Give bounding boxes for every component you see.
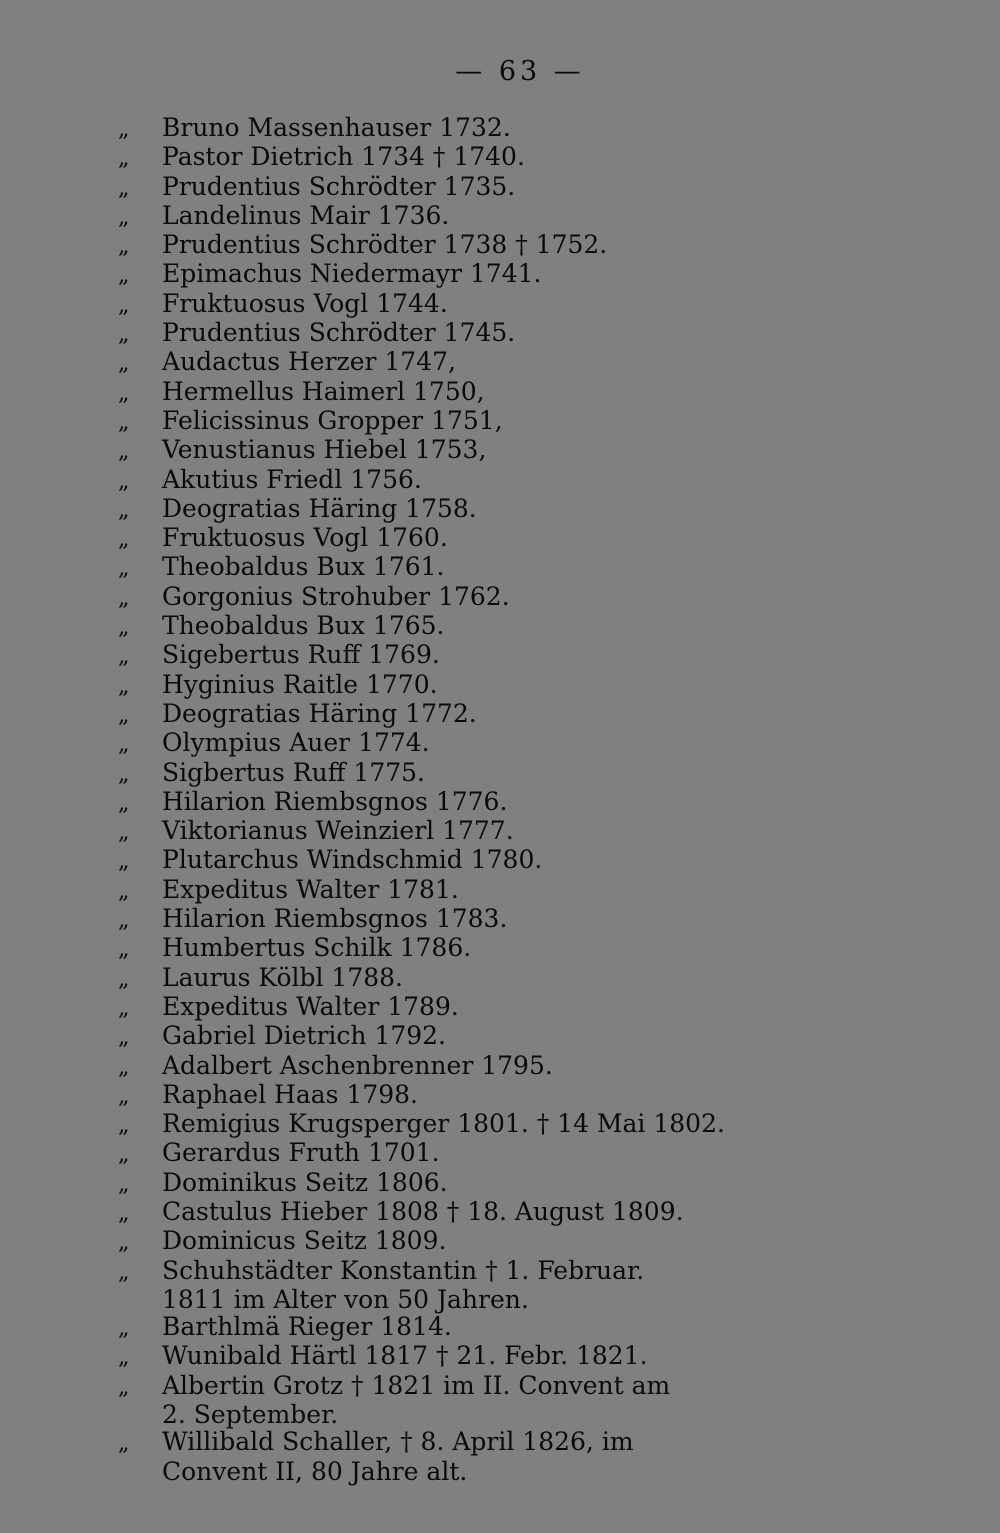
list-item: [118, 671, 678, 700]
ditto-mark: „: [118, 1171, 130, 1197]
entry-text: Venustianus Hiebel 1753,: [162, 435, 487, 465]
entry-text: Theobaldus Bux 1765.: [162, 611, 445, 641]
ditto-mark: „: [118, 556, 130, 582]
entry-text: Theobaldus Bux 1761.: [162, 552, 445, 582]
list-item: [118, 993, 678, 1022]
entry-text: Willibald Schaller, † 8. April 1826, im: [162, 1427, 634, 1457]
entry-text: Olympius Auer 1774.: [162, 728, 430, 758]
entry-text: Wunibald Härtl 1817 † 21. Febr. 1821.: [162, 1341, 648, 1371]
list-item: [118, 612, 678, 641]
list-item: [118, 817, 678, 846]
entry-text: Deogratias Häring 1758.: [162, 493, 477, 523]
entry-text: Akutius Friedl 1756.: [162, 464, 422, 494]
ditto-mark: „: [118, 468, 130, 494]
list-item: [118, 788, 678, 817]
list-item: [118, 700, 678, 729]
entry-text: Schuhstädter Konstantin † 1. Februar.: [162, 1255, 645, 1285]
list-item: [118, 1428, 678, 1485]
ditto-mark: „: [118, 1316, 130, 1342]
ditto-mark: „: [118, 292, 130, 318]
ditto-mark: „: [118, 117, 130, 142]
list-item: [118, 934, 678, 963]
entry-continuation: Convent II, 80 Jahre alt.: [162, 1456, 468, 1486]
ditto-mark: „: [118, 1083, 130, 1109]
list-item: [118, 1052, 678, 1081]
list-item: [118, 407, 678, 436]
ditto-mark: „: [118, 175, 130, 201]
ditto-mark: „: [118, 644, 130, 670]
list-item: [118, 319, 678, 348]
ditto-mark: „: [118, 995, 130, 1021]
list-item: [118, 114, 678, 143]
ditto-mark: „: [118, 380, 130, 406]
ditto-mark: „: [118, 263, 130, 289]
list-item: [118, 466, 678, 495]
list-item: [118, 1081, 678, 1110]
ditto-mark: „: [118, 732, 130, 758]
entry-list: [118, 113, 725, 1486]
entry-text: Viktorianus Weinzierl 1777.: [162, 816, 514, 846]
entry-text: Prudentius Schrödter 1745.: [162, 318, 516, 348]
entry-text: Hermellus Haimerl 1750,: [162, 376, 485, 406]
list-item: [118, 524, 678, 553]
list-item: [118, 641, 678, 670]
entry-text: Landelinus Mair 1736.: [162, 200, 450, 230]
list-item: [118, 1227, 678, 1256]
entry-text: Dominicus Seitz 1809.: [162, 1226, 447, 1256]
entry-text: Sigbertus Ruff 1775.: [162, 757, 426, 787]
ditto-mark: „: [118, 966, 130, 992]
list-item: [118, 1342, 678, 1371]
ditto-mark: „: [118, 204, 130, 230]
list-item: [118, 231, 678, 260]
list-item: [118, 905, 678, 934]
entry-text: Gerardus Fruth 1701.: [162, 1138, 440, 1168]
ditto-mark: „: [118, 937, 130, 963]
entry-text: Prudentius Schrödter 1735.: [162, 171, 516, 201]
entry-text: Laurus Kölbl 1788.: [162, 962, 404, 992]
ditto-mark: „: [118, 527, 130, 553]
entry-text: Albertin Grotz † 1821 im II. Convent am: [162, 1370, 671, 1400]
entry-text: Expeditus Walter 1789.: [162, 991, 459, 1021]
entry-text: Dominikus Seitz 1806.: [162, 1167, 448, 1197]
ditto-mark: „: [118, 1113, 130, 1139]
list-item: [118, 1313, 678, 1342]
entry-text: Adalbert Aschenbrenner 1795.: [162, 1050, 553, 1080]
list-item: [118, 846, 678, 875]
list-item: [118, 1022, 678, 1051]
ditto-mark: „: [118, 1025, 130, 1051]
ditto-mark: „: [118, 439, 130, 465]
ditto-mark: „: [118, 1054, 130, 1080]
ditto-mark: „: [118, 322, 130, 348]
list-item: [118, 173, 678, 202]
ditto-mark: „: [118, 497, 130, 523]
list-item: [118, 202, 678, 231]
ditto-mark: „: [118, 849, 130, 875]
entry-continuation: 1811 im Alter von 50 Jahren.: [162, 1284, 529, 1314]
ditto-mark: „: [118, 761, 130, 787]
ditto-mark: „: [118, 1431, 130, 1457]
ditto-mark: „: [118, 790, 130, 816]
entry-text: Hilarion Riembsgnos 1776.: [162, 786, 508, 816]
ditto-mark: „: [118, 615, 130, 641]
list-item: [118, 553, 678, 582]
entry-text: Deogratias Häring 1772.: [162, 698, 477, 728]
ditto-mark: „: [118, 820, 130, 846]
list-item: [118, 583, 678, 612]
ditto-mark: „: [118, 1259, 130, 1285]
entry-text: Hyginius Raitle 1770.: [162, 669, 438, 699]
ditto-mark: „: [118, 234, 130, 260]
entry-text: Pastor Dietrich 1734 † 1740.: [162, 142, 525, 172]
entry-text: Hilarion Riembsgnos 1783.: [162, 904, 508, 934]
page-number: — 63 —: [455, 56, 585, 87]
ditto-mark: „: [118, 409, 130, 435]
entry-text: Bruno Massenhauser 1732.: [162, 113, 511, 142]
entry-text: Plutarchus Windschmid 1780.: [162, 845, 543, 875]
ditto-mark: „: [118, 1142, 130, 1168]
ditto-mark: „: [118, 585, 130, 611]
list-item: [118, 729, 678, 758]
entry-text: Sigebertus Ruff 1769.: [162, 640, 440, 670]
list-item: [118, 1257, 678, 1314]
entry-text: Humbertus Schilk 1786.: [162, 933, 472, 963]
list-item: [118, 759, 678, 788]
list-item: [118, 290, 678, 319]
entry-text: Remigius Krugsperger 1801. † 14 Mai 1802.: [162, 1109, 725, 1139]
list-item: [118, 495, 678, 524]
list-item: [118, 1139, 678, 1168]
list-item: [118, 1196, 684, 1227]
entry-text: Fruktuosus Vogl 1744.: [162, 288, 448, 318]
list-item: [118, 348, 678, 377]
ditto-mark: „: [118, 702, 130, 728]
list-item: [118, 143, 678, 172]
entry-text: Fruktuosus Vogl 1760.: [162, 523, 448, 553]
entry-text: Gabriel Dietrich 1792.: [162, 1021, 447, 1051]
entry-text: Gorgonius Strohuber 1762.: [162, 581, 510, 611]
entry-text: Raphael Haas 1798.: [162, 1079, 419, 1109]
ditto-mark: „: [118, 878, 130, 904]
ditto-mark: „: [118, 1200, 130, 1226]
ditto-mark: „: [118, 673, 130, 699]
list-item: [118, 436, 678, 465]
ditto-mark: „: [118, 1374, 130, 1400]
ditto-mark: „: [118, 1230, 130, 1256]
ditto-mark: „: [118, 1345, 130, 1371]
entry-text: Barthlmä Rieger 1814.: [162, 1312, 452, 1342]
entry-text: Felicissinus Gropper 1751,: [162, 405, 503, 435]
ditto-mark: „: [118, 351, 130, 377]
list-item: [118, 1169, 678, 1198]
ditto-mark: „: [118, 146, 130, 172]
entry-text: Expeditus Walter 1781.: [162, 874, 459, 904]
list-item: [118, 260, 678, 289]
entry-text: Castulus Hieber 1808 † 18. August 1809.: [162, 1196, 684, 1226]
list-item: [118, 876, 678, 905]
ditto-mark: „: [118, 908, 130, 934]
entry-text: Prudentius Schrödter 1738 † 1752.: [162, 230, 608, 260]
entry-continuation: 2. September.: [162, 1400, 339, 1430]
entry-text: Audactus Herzer 1747,: [162, 347, 456, 377]
list-item: [118, 964, 678, 993]
list-item: [118, 378, 678, 407]
list-item: [118, 1109, 725, 1139]
entry-text: Epimachus Niedermayr 1741.: [162, 259, 542, 289]
list-item: [118, 1372, 678, 1429]
